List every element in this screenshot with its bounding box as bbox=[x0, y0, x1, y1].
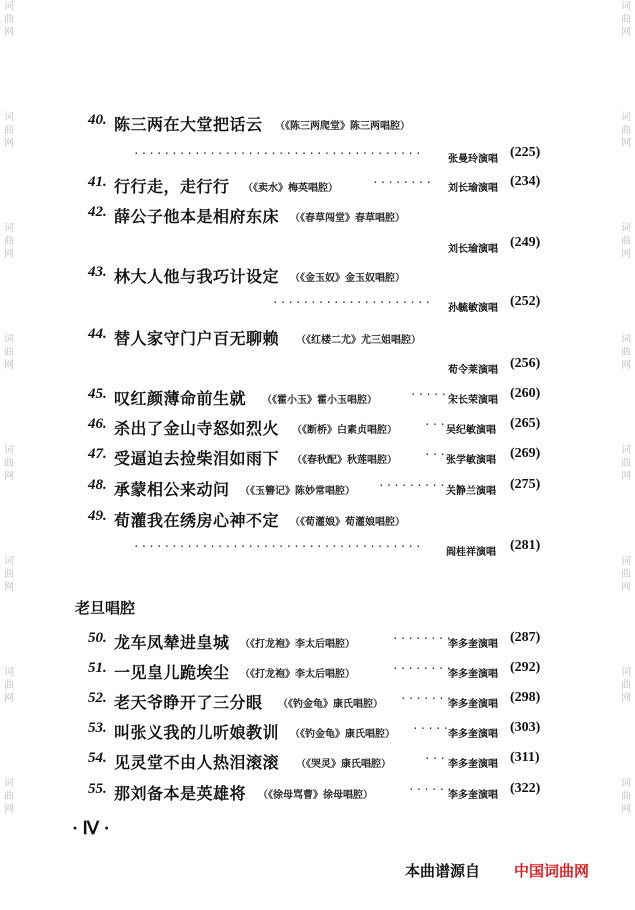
entry-title: 薛公子他本是相府东床 bbox=[114, 207, 280, 226]
entry-performer: 李多奎演唱 bbox=[448, 729, 498, 740]
entry-performer: 李多奎演唱 bbox=[448, 639, 498, 650]
watermark-group: 词 曲 网 bbox=[4, 223, 14, 260]
entry-title: 叫张义我的儿听娘教训 bbox=[114, 723, 280, 742]
entry-number: 51. bbox=[88, 660, 107, 676]
watermark-group: 词 曲 网 bbox=[4, 445, 14, 482]
leader-dots: ··· bbox=[424, 752, 447, 765]
watermark-group: 词 曲 网 bbox=[621, 223, 631, 260]
leader-dots: ········ bbox=[392, 632, 453, 645]
entry-title: 陈三两在大堂把话云 bbox=[114, 115, 263, 134]
entry-performer: 刘长瑜演唱 bbox=[448, 244, 498, 255]
watermark-group: 词 曲 网 bbox=[4, 778, 14, 815]
entry-number: 41. bbox=[88, 174, 107, 190]
entry-performer: 关静兰演唱 bbox=[446, 486, 496, 497]
watermark-group: 词 曲 网 bbox=[621, 334, 631, 371]
entry-title: 老天爷睁开了三分眼 bbox=[114, 693, 263, 712]
entry-number: 52. bbox=[88, 690, 107, 706]
entry-performer: 阎桂祥演唱 bbox=[446, 547, 496, 558]
watermark-group: 词 曲 网 bbox=[621, 1, 631, 38]
watermark-group: 词 曲 网 bbox=[621, 778, 631, 815]
entry-number: 40. bbox=[88, 112, 107, 128]
entry-page: (265) bbox=[510, 416, 541, 431]
entry-page: (256) bbox=[510, 356, 541, 371]
toc-entry-42-line2 bbox=[0, 235, 635, 259]
entry-source: （《霍小玉》霍小玉唱腔） bbox=[262, 395, 377, 406]
entry-number: 50. bbox=[88, 630, 107, 646]
leader-dots: ····· bbox=[412, 722, 451, 735]
entry-performer: 荀令莱演唱 bbox=[448, 365, 498, 376]
entry-number: 42. bbox=[88, 204, 107, 220]
entry-number: 54. bbox=[88, 750, 107, 766]
entry-page: (275) bbox=[510, 477, 541, 492]
entry-source: （《断桥》白素贞唱腔） bbox=[292, 425, 397, 436]
entry-source: （《荀灌娘》荀灌娘唱腔） bbox=[290, 517, 405, 528]
watermark-group: 词 曲 网 bbox=[4, 112, 14, 149]
entry-number: 49. bbox=[88, 508, 107, 524]
toc-entry-54 bbox=[0, 750, 635, 774]
entry-page: (298) bbox=[510, 690, 541, 705]
entry-page: (234) bbox=[510, 174, 541, 189]
footer-source-text: 本曲谱源自 bbox=[405, 862, 481, 880]
entry-page: (269) bbox=[510, 446, 541, 461]
entry-performer: 孙毓敏演唱 bbox=[448, 303, 498, 314]
entry-source: （《徐母骂曹》徐母唱腔） bbox=[258, 790, 373, 801]
entry-title: 见灵堂不由人热泪滚滚 bbox=[114, 753, 280, 772]
footer-brand-link[interactable]: 中国词曲网 bbox=[514, 862, 590, 880]
entry-title: 叹红颜薄命前生就 bbox=[114, 389, 247, 408]
entry-source: （《哭灵》康氏唱腔） bbox=[296, 759, 391, 770]
entry-source: （《春秋配》秋莲唱腔） bbox=[292, 455, 397, 466]
page-number: · Ⅳ · bbox=[72, 818, 110, 838]
entry-number: 47. bbox=[88, 446, 107, 462]
entry-performer: 李多奎演唱 bbox=[448, 669, 498, 680]
toc-entry-52 bbox=[0, 690, 635, 714]
entry-page: (249) bbox=[510, 235, 541, 250]
entry-page: (252) bbox=[510, 294, 541, 309]
watermark-group: 词 曲 网 bbox=[4, 556, 14, 593]
entry-source: （《卖水》梅英唱腔） bbox=[243, 183, 338, 194]
entry-page: (225) bbox=[510, 145, 541, 160]
entry-performer: 张学敏演唱 bbox=[446, 455, 496, 466]
toc-entry-49 bbox=[0, 508, 635, 532]
entry-number: 48. bbox=[88, 477, 107, 493]
entry-page: (281) bbox=[510, 538, 541, 553]
entry-performer: 吴纪敏演唱 bbox=[446, 425, 496, 436]
entry-number: 53. bbox=[88, 720, 107, 736]
toc-entry-44 bbox=[0, 326, 635, 350]
toc-entry-49-line2 bbox=[0, 538, 635, 562]
toc-entry-55 bbox=[0, 781, 635, 805]
leader-dots: ··· bbox=[424, 448, 447, 461]
entry-title: 那刘备本是英雄将 bbox=[114, 784, 247, 803]
watermark-group: 词 曲 网 bbox=[4, 334, 14, 371]
entry-number: 43. bbox=[88, 264, 107, 280]
entry-title: 行行走，走行行 bbox=[114, 177, 230, 196]
entry-performer: 李多奎演唱 bbox=[448, 759, 498, 770]
entry-performer: 张曼玲演唱 bbox=[448, 154, 498, 165]
watermark-group: 词 曲 网 bbox=[621, 556, 631, 593]
leader-dots: ········ bbox=[392, 662, 453, 675]
entry-source: （《玉簪记》陈妙常唱腔） bbox=[240, 486, 355, 497]
toc-entry-40 bbox=[0, 112, 635, 136]
leader-dots: ······································ bbox=[133, 540, 423, 553]
toc-entry-44-line2 bbox=[0, 356, 635, 380]
toc-entry-45 bbox=[0, 386, 635, 410]
entry-page: (292) bbox=[510, 660, 541, 675]
entry-page: (322) bbox=[510, 781, 541, 796]
section-heading: 老旦唱腔 bbox=[75, 599, 136, 617]
toc-entry-47 bbox=[0, 446, 635, 470]
entry-page: (311) bbox=[510, 750, 540, 765]
watermark-group: 词 曲 网 bbox=[4, 1, 14, 38]
leader-dots: ··· bbox=[424, 418, 447, 431]
watermark-group: 词 曲 网 bbox=[4, 667, 14, 704]
entry-title: 承蒙相公来动问 bbox=[114, 480, 230, 499]
leader-dots: ··········· bbox=[378, 479, 462, 492]
toc-entry-46 bbox=[0, 416, 635, 440]
toc-entry-42 bbox=[0, 204, 635, 228]
entry-page: (303) bbox=[510, 720, 541, 735]
entry-source: （《钓金龟》康氏唱腔） bbox=[290, 729, 395, 740]
entry-performer: 刘长瑜演唱 bbox=[448, 183, 498, 194]
entry-source: （《陈三两爬堂》陈三两唱腔） bbox=[275, 121, 410, 132]
entry-number: 55. bbox=[88, 781, 107, 797]
entry-number: 44. bbox=[88, 326, 107, 342]
entry-page: (260) bbox=[510, 386, 541, 401]
leader-dots: ······ bbox=[408, 783, 454, 796]
toc-entry-43-line2 bbox=[0, 294, 635, 318]
toc-entry-50 bbox=[0, 630, 635, 654]
leader-dots: ········ bbox=[372, 176, 433, 189]
entry-performer: 李多奎演唱 bbox=[448, 790, 498, 801]
entry-source: （《红楼二尤》尤三姐唱腔） bbox=[296, 335, 421, 346]
leader-dots: ······· bbox=[400, 692, 454, 705]
entry-number: 45. bbox=[88, 386, 107, 402]
entry-title: 一见皇儿跪埃尘 bbox=[114, 663, 230, 682]
entry-source: （《打龙袍》李太后唱腔） bbox=[240, 669, 355, 680]
entry-source: （《钓金龟》康氏唱腔） bbox=[278, 699, 383, 710]
toc-entry-40-line2 bbox=[0, 145, 635, 169]
watermark-group: 词 曲 网 bbox=[621, 667, 631, 704]
entry-source: （《春草闯堂》春草唱腔） bbox=[290, 213, 405, 224]
toc-entry-43 bbox=[0, 264, 635, 288]
entry-title: 荀灌我在绣房心神不定 bbox=[114, 511, 280, 530]
entry-title: 林大人他与我巧计设定 bbox=[114, 267, 280, 286]
leader-dots: ······ bbox=[410, 388, 456, 401]
entry-page: (287) bbox=[510, 630, 541, 645]
leader-dots: ····················· bbox=[272, 296, 433, 309]
watermark-group: 词 曲 网 bbox=[621, 112, 631, 149]
entry-source: （《金玉奴》金玉奴唱腔） bbox=[290, 273, 405, 284]
entry-title: 受逼迫去捡柴泪如雨下 bbox=[114, 449, 280, 468]
entry-number: 46. bbox=[88, 416, 107, 432]
entry-title: 杀出了金山寺怒如烈火 bbox=[114, 419, 280, 438]
entry-title: 替人家守门户百无聊赖 bbox=[114, 329, 280, 348]
watermark-group: 词 曲 网 bbox=[621, 445, 631, 482]
entry-title: 龙车凤辇进皇城 bbox=[114, 633, 230, 652]
toc-entry-53 bbox=[0, 720, 635, 744]
entry-source: （《打龙袍》李太后唱腔） bbox=[240, 639, 355, 650]
toc-entry-51 bbox=[0, 660, 635, 684]
entry-performer: 李多奎演唱 bbox=[448, 699, 498, 710]
leader-dots: ······································ bbox=[133, 147, 423, 160]
toc-entry-41 bbox=[0, 174, 635, 198]
entry-performer: 宋长荣演唱 bbox=[448, 395, 498, 406]
toc-entry-48 bbox=[0, 477, 635, 501]
